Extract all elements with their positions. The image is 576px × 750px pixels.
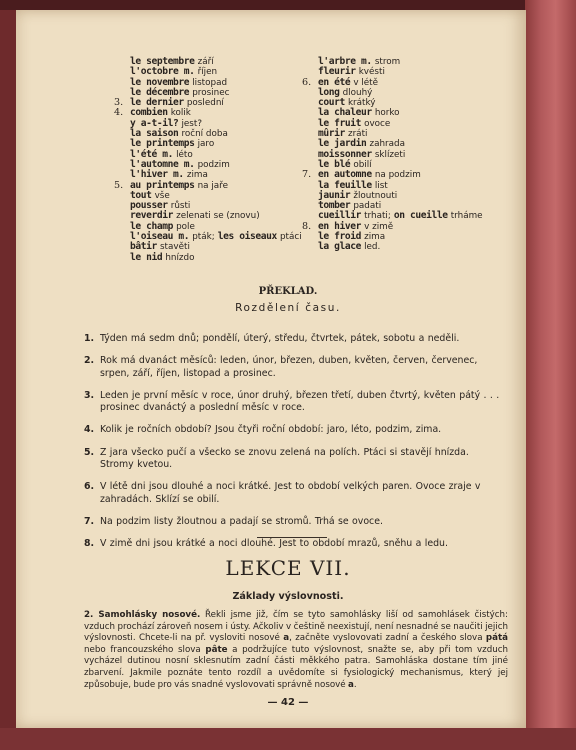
czech-translation: ovoce [364, 118, 391, 129]
sentence [84, 538, 504, 550]
french-word-plural: on cueille [393, 210, 448, 222]
sentence [84, 481, 504, 506]
czech-translation: pták; [192, 232, 215, 243]
french-word: l'automne m. [130, 158, 195, 170]
french-word: la saison [130, 128, 179, 140]
czech-translation: zelenati se (znovu) [176, 211, 260, 222]
czech-translation: zima [364, 232, 386, 243]
czech-translation: stavěti [159, 242, 190, 253]
czech-translation: zráti [347, 129, 368, 140]
french-word-plural: les oiseaux [217, 231, 277, 243]
paragraph-text-5: . [353, 679, 357, 690]
czech-translation: obilí [353, 159, 372, 170]
sentence-number: 2. [84, 355, 95, 367]
paragraph-lead: 2. Samohlásky nosové. [84, 610, 201, 620]
paragraph-letter-a-2: a [348, 679, 354, 690]
book-edge-top [0, 0, 576, 10]
french-word: le printemps [130, 138, 195, 150]
sentence-number: 6. [84, 481, 95, 493]
french-word: le jardin [318, 138, 367, 150]
czech-translation: pole [176, 221, 195, 232]
paragraph-text-3: nebo francouzského slova [84, 644, 206, 655]
czech-translation: jest? [181, 118, 203, 129]
vocab-number: 5. [114, 179, 124, 191]
lesson-subtitle: Základy výslovnosti. [232, 591, 344, 602]
french-word: le dernier [130, 97, 184, 109]
sentence-text: Rok má dvanáct měsíců: leden, únor, březen, duben, květen, červen, červenec, srpen, září, říjen, listopad a prosinec. [100, 355, 478, 379]
french-word: le nid [130, 251, 163, 263]
vocab-number: 8. [302, 220, 312, 232]
czech-translation-plural: trháme [450, 211, 483, 222]
french-word: en hiver [318, 220, 362, 232]
sentence-text: Na podzim listy žloutnou a padají se stromů. Trhá se ovoce. [100, 515, 383, 527]
czech-translation: kvésti [358, 67, 385, 78]
french-word: combien [130, 107, 168, 119]
sentence [84, 424, 504, 436]
french-word: l'hiver m. [130, 169, 184, 181]
french-word: le champ [130, 220, 174, 232]
sentence-text: Kolik je ročních období? Jsou čtyři roční období: jaro, léto, podzim, zima. [100, 424, 442, 436]
czech-translation: zahrada [369, 139, 406, 150]
divider [257, 537, 327, 538]
french-word: en été [318, 76, 351, 88]
czech-translation: zima [186, 170, 208, 181]
czech-translation: strom [374, 57, 401, 67]
french-word: reverdir [130, 210, 174, 222]
french-word: le blé [318, 158, 351, 170]
french-word: la feuille [318, 179, 372, 191]
page-number: — 42 — [267, 697, 309, 708]
czech-translation: v létě [353, 77, 379, 88]
czech-translation: žloutnouti [353, 190, 398, 201]
sentence-number: 8. [84, 538, 95, 550]
czech-translation: roční doba [181, 129, 228, 140]
sentence-number: 7. [84, 515, 95, 527]
book-edge-bottom [0, 728, 576, 750]
paragraph-letter-a: a [283, 633, 290, 644]
czech-translation: na podzim [374, 170, 421, 181]
french-word: fleurir [318, 66, 356, 78]
french-word: le fruit [318, 117, 362, 129]
french-word: mûrir [318, 128, 345, 140]
sentence-text: Z jara všecko pučí a všecko se znovu zelená na polích. Ptáci si stavějí hnízda. Stromy kvetou. [100, 446, 469, 471]
french-word: pousser [130, 200, 168, 212]
paragraph-text-4: a podržujíce tuto výslovnost, snažte se, aby při tom vzduch vycházel dutinou nosní sklesnutím zadní části měkkého patra. Samohláska dostane tím jiné zbarvení. Jakmile poznáte tento rozdíl a uvědomíte si fysiologický mechanismus, který jej způsobuje, bude pro vás snadné vyslovovati správně nosové [84, 644, 509, 690]
vocab-number: 3. [114, 97, 124, 109]
czech-translation: krátký [347, 98, 376, 109]
czech-translation: v zimě [364, 221, 394, 232]
paragraph-word-pate: pâte [205, 644, 228, 655]
czech-translation-plural: ptáci [279, 232, 302, 243]
czech-translation: poslední [186, 98, 224, 109]
sentence-number: 3. [84, 389, 95, 401]
french-word: au printemps [130, 179, 195, 191]
french-word: cueillir [318, 210, 362, 222]
french-word: l'arbre m. [318, 56, 372, 67]
czech-translation: léto [176, 149, 193, 160]
lesson-title: LEKCE VII. [225, 556, 351, 580]
czech-translation: sklízeti [374, 149, 406, 160]
paragraph-word-pata: pátá [485, 633, 509, 644]
french-word: l'été m. [130, 148, 174, 160]
french-word: le novembre [130, 76, 190, 88]
czech-translation: horko [374, 108, 400, 119]
french-word: le froid [318, 231, 362, 243]
french-word: en automne [318, 169, 372, 181]
french-word: jaunir [318, 189, 351, 201]
book-spine [525, 0, 576, 750]
vocabulary-left-column [114, 57, 314, 263]
french-word: tomber [318, 200, 351, 212]
sentence-number: 5. [84, 446, 95, 458]
french-word: moissonner [318, 148, 372, 160]
sentence-text: Týden má sedm dnů; pondělí, úterý, středu, čtvrtek, pátek, sobotu a neděli. [100, 333, 460, 344]
sentence-number: 1. [84, 333, 95, 344]
translation-heading: PŘEKLAD. [258, 286, 318, 297]
sentence [84, 390, 504, 415]
pronunciation-paragraph [84, 610, 508, 691]
czech-translation: trhati; [364, 211, 391, 222]
vocab-number: 6. [302, 76, 312, 88]
french-word: tout [130, 189, 152, 201]
sentence-text: Leden je první měsíc v roce, únor druhý, březen třetí, duben čtvrtý, květen pátý . . . prosinec dvanáctý a poslední měsíc v roce. [100, 389, 500, 414]
czech-translation: na jaře [197, 180, 229, 191]
french-word: long [318, 86, 340, 98]
sentence-text: V létě dni jsou dlouhé a noci krátké. Jest to období velkých paren. Ovoce zraje v zahradách. Sklízí se obilí. [100, 481, 481, 505]
czech-translation: list [374, 180, 388, 191]
french-word: le décembre [130, 86, 190, 98]
czech-translation: hnízdo [165, 252, 195, 263]
french-word: la glace [318, 241, 362, 253]
vocab-entry [302, 242, 512, 252]
czech-translation: prosinec [192, 87, 230, 98]
paragraph-text-2: , začněte vyslovovati zadní a českého slova [289, 633, 486, 644]
sentence [84, 516, 504, 528]
czech-translation: říjen [197, 67, 218, 78]
section-heading: Rozdělení času. [235, 302, 341, 314]
french-word: bâtir [130, 241, 157, 253]
french-word: l'oiseau m. [130, 231, 190, 243]
sentence-text: V zimě dni jsou krátké a noci dlouhé. Jest to období mrazů, sněhu a ledu. [100, 538, 448, 550]
czech-translation: vše [154, 190, 170, 201]
czech-translation: padati [353, 201, 382, 212]
czech-translation: podzim [197, 159, 230, 170]
vocab-number: 4. [114, 107, 124, 119]
czech-translation: listopad [192, 77, 228, 88]
czech-translation: dlouhý [342, 87, 373, 98]
vocab-entry [114, 253, 314, 263]
sentence [84, 447, 504, 472]
czech-translation: kolik [170, 108, 191, 119]
paragraph-text-1: Řekli jsme již, čím se tyto samohlásky liší od samohlásek čistých: vzduch prochází zároveň nosem i ústy. Ačkoliv v češtině neexistují, není nesnadné se naučiti jejich výslovnosti. Chcete-li na př. vysloviti nosové [84, 610, 508, 644]
french-word: court [318, 97, 345, 109]
czech-translation: růsti [170, 201, 191, 212]
vocabulary-right-column [302, 57, 512, 253]
sentence-list [84, 333, 504, 561]
french-word: la chaleur [318, 107, 372, 119]
czech-translation: září [197, 57, 214, 67]
french-word: l'octobre m. [130, 66, 195, 78]
vocab-number: 7. [302, 169, 312, 181]
sentence [84, 355, 504, 380]
french-word: le septembre [130, 56, 195, 67]
czech-translation: jaro [197, 139, 215, 150]
sentence [84, 333, 504, 345]
sentence-number: 4. [84, 424, 95, 436]
czech-translation: led. [364, 242, 381, 253]
french-word: y a-t-il? [130, 117, 179, 129]
